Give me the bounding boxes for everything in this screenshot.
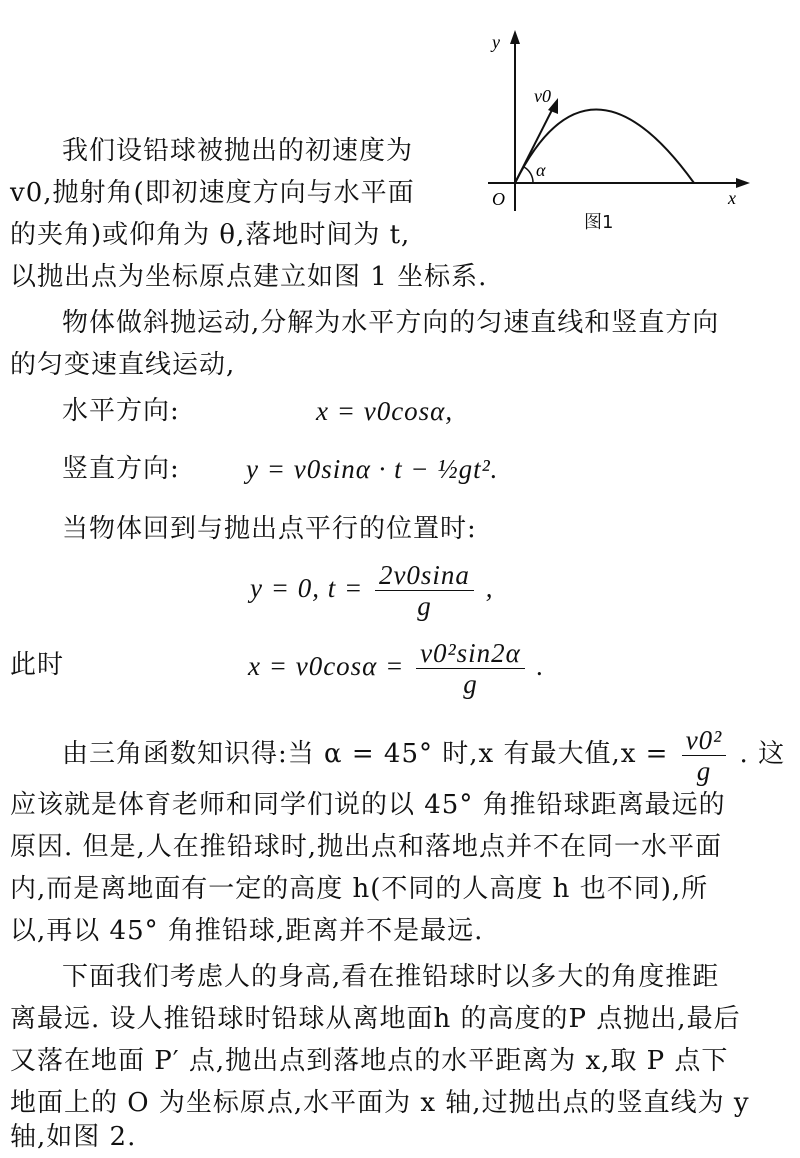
return-equation <box>250 552 493 624</box>
range-eq-tail: . <box>536 651 545 681</box>
figure-1-projectile-diagram <box>478 26 758 216</box>
range-equation <box>248 630 544 702</box>
return-eq-left: y = 0, t = <box>250 573 364 603</box>
para5-line3: 又落在地面 P′ 点,抛出点到落地点的水平距离为 x,取 P 点下 <box>10 1046 729 1076</box>
para2-line1: 物体做斜抛运动,分解为水平方向的匀速直线和竖直方向 <box>62 308 720 338</box>
para1-line1: 我们设铅球被抛出的初速度为 <box>62 136 414 166</box>
velocity-label: v0 <box>534 86 551 106</box>
para4-line5: 以,再以 45° 角推铅球,距离并不是最远. <box>10 916 484 946</box>
y-axis-label: y <box>492 32 500 52</box>
range-eq-fraction <box>416 638 525 699</box>
x-axis-label: x <box>728 188 736 208</box>
horizontal-label: 水平方向: <box>62 396 180 426</box>
figure-1-caption: 图1 <box>584 212 614 233</box>
para5-line2: 离最远. 设人推铅球时铅球从离地面h 的高度的P 点抛出,最后 <box>10 1004 741 1034</box>
para4-line2: 应该就是体育老师和同学们说的以 45° 角推铅球距离最远的 <box>10 790 726 820</box>
para5-line1: 下面我们考虑人的身高,看在推铅球时以多大的角度推距 <box>62 962 720 992</box>
para2-line2: 的匀变速直线运动, <box>10 350 236 380</box>
x-axis-arrow <box>736 178 750 188</box>
return-eq-denominator: g <box>417 591 432 622</box>
para4-line1-a: 由三角函数知识得:当 α = 45° 时,x 有最大值,x = <box>62 739 669 769</box>
para4-line1-b: . 这 <box>739 739 786 769</box>
range-eq-left: x = v0cosα = <box>248 651 405 681</box>
para1-line2: v0,抛射角(即初速度方向与水平面 <box>10 178 415 208</box>
para4-line3: 原因. 但是,人在推铅球时,抛出点和落地点并不在同一水平面 <box>10 832 723 862</box>
para4-frac-numerator: v0² <box>682 725 727 756</box>
para3-line1: 当物体回到与抛出点平行的位置时: <box>62 514 477 544</box>
y-axis-arrow <box>510 30 520 44</box>
para1-line4: 以抛出点为坐标原点建立如图 1 坐标系. <box>10 262 488 292</box>
range-eq-numerator: v0²sin2α <box>416 638 525 669</box>
para4-line1 <box>62 718 785 790</box>
return-eq-fraction <box>375 560 474 621</box>
para4-fraction <box>682 725 727 786</box>
para5-line5: 轴,如图 2. <box>10 1122 137 1152</box>
return-eq-numerator: 2v0sina <box>375 560 474 591</box>
para5-line4: 地面上的 O 为坐标原点,水平面为 x 轴,过抛出点的竖直线为 y <box>10 1088 750 1118</box>
angle-label: α <box>536 160 546 180</box>
range-eq-denominator: g <box>463 669 478 700</box>
vertical-formula: y = v0sinα · t − ½gt². <box>246 454 499 484</box>
para4-line4: 内,而是离地面有一定的高度 h(不同的人高度 h 也不同),所 <box>10 874 709 904</box>
para4-frac-denominator: g <box>696 755 712 786</box>
angle-arc <box>524 167 533 183</box>
horizontal-formula: x = v0cosα, <box>316 396 454 426</box>
return-eq-tail: , <box>485 573 494 603</box>
origin-label: O <box>492 189 505 209</box>
velocity-vector <box>515 106 554 183</box>
range-label: 此时 <box>10 650 65 680</box>
para1-line3: 的夹角)或仰角为 θ,落地时间为 t, <box>10 220 411 250</box>
vertical-label: 竖直方向: <box>62 454 180 484</box>
